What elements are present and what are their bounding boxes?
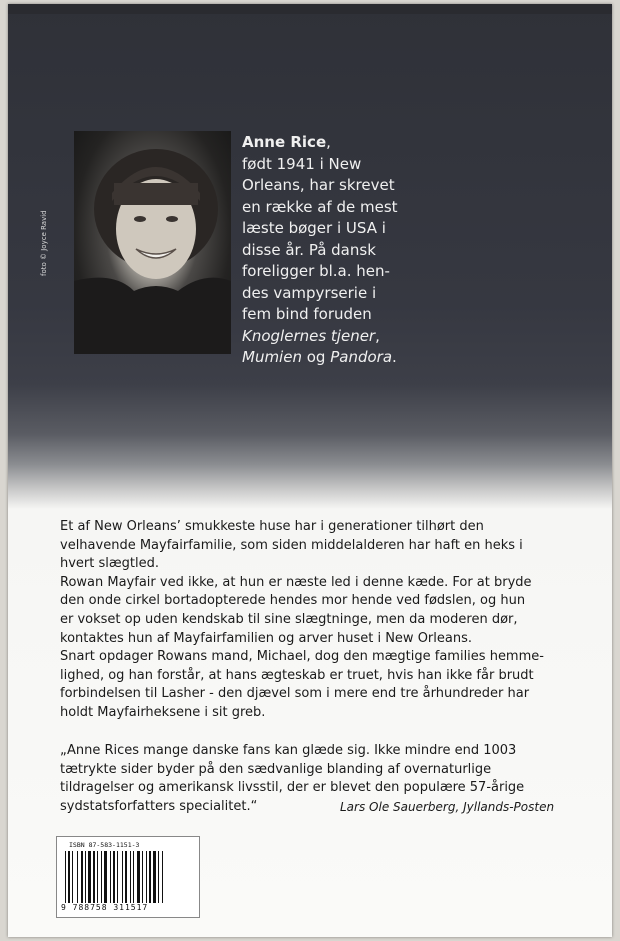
- synopsis-line: kontaktes hun af Mayfairfamilien og arver huset i New Orleans.: [60, 630, 472, 646]
- synopsis-line: forbindelsen til Lasher - den djævel som i mere end tre århundreder har: [60, 686, 530, 702]
- author-bio: Anne Rice, født 1941 i New Orleans, har skrevet en række af de mest læste bøger i USA i disse år. På dansk foreligger bl.a. hen- des vampyrserie i fem bind foruden Knoglernes tjener, Mumien og Pandora.: [242, 132, 422, 369]
- synopsis-line: hvert slægtled.: [60, 556, 159, 572]
- barcode-bar: [72, 851, 73, 903]
- synopsis-line: Snart opdager Rowans mand, Michael, dog den mægtige families hemme-: [60, 649, 544, 665]
- synopsis: [60, 518, 550, 723]
- cover-top-edge: [8, 4, 612, 14]
- barcode-bar: [162, 851, 163, 903]
- bio-line: fem bind foruden: [242, 305, 372, 323]
- quote-line: tætrykte sider byder på den sædvanlige blanding af overnaturlige: [60, 761, 492, 777]
- bio-line: Orleans, har skrevet: [242, 176, 395, 194]
- barcode-bar: [110, 851, 111, 903]
- synopsis-line: den onde cirkel bortadopterede hendes mor hende ved fødslen, og hun: [60, 593, 526, 609]
- review-quote: [60, 742, 555, 816]
- barcode-bar: [117, 851, 118, 903]
- barcode-bar: [137, 851, 140, 903]
- bio-line: født 1941 i New: [242, 154, 362, 173]
- synopsis-line: er vokset op uden kendskab til sine slægtninge, men da moderen dør,: [60, 611, 518, 627]
- bio-line: en række af de mest: [242, 197, 398, 216]
- synopsis-line: Et af New Orleans’ smukkeste huse har i generationer tilhørt den: [60, 519, 484, 534]
- barcode-bar: [122, 851, 123, 903]
- barcode-bar: [88, 851, 91, 903]
- barcode-bar: [77, 851, 78, 903]
- quote-source: Lars Ole Sauerberg, Jyllands-Posten: [340, 799, 555, 814]
- barcode-bar: [81, 851, 83, 903]
- barcode-bar: [113, 851, 115, 903]
- book-back-cover: [8, 4, 612, 937]
- synopsis-line: Rowan Mayfair ved ikke, at hun er næste led i denne kæde. For at bryde: [60, 574, 532, 590]
- barcode-bar: [149, 851, 151, 903]
- photo-credit: foto © Joyce Ravid: [40, 210, 48, 276]
- quote-line: sydstatsforfatters specialitet.“: [60, 798, 258, 814]
- barcode-bars: [61, 851, 195, 903]
- book-title: Pandora: [330, 348, 393, 366]
- book-title: Mumien: [242, 348, 302, 366]
- author-name: Anne Rice: [242, 133, 327, 151]
- barcode-bar: [146, 851, 147, 903]
- bio-line: foreligger bl.a. hen-: [242, 262, 390, 280]
- barcode-bar: [142, 851, 143, 903]
- synopsis-line: holdt Mayfairheksene i sit greb.: [60, 704, 266, 720]
- quote-line: „Anne Rices mange danske fans kan glæde sig. Ikke mindre end 1003: [60, 743, 517, 758]
- barcode-bar: [68, 851, 70, 903]
- barcode-bar: [158, 851, 159, 903]
- synopsis-line: lighed, og han forstår, at hans ægteskab er truet, hvis han ikke får brudt: [60, 667, 534, 683]
- barcode-digits: 9 788758 311517: [61, 903, 149, 912]
- barcode-bar: [65, 851, 66, 903]
- barcode-bar: [130, 851, 131, 903]
- book-title: Knoglernes tjener: [242, 326, 376, 345]
- bio-line: disse år. På dansk: [242, 240, 376, 259]
- barcode-bar: [93, 851, 95, 903]
- bio-line: des vampyrserie i: [242, 283, 377, 302]
- quote-line: tildragelser og amerikansk livsstil, der er blevet den populære 57-årige: [60, 780, 525, 796]
- barcode-bar: [104, 851, 107, 903]
- author-photo: [74, 131, 231, 354]
- barcode-bar: [133, 851, 134, 903]
- barcode-bar: [85, 851, 86, 903]
- barcode: [56, 836, 200, 918]
- barcode-bar: [97, 851, 98, 903]
- barcode-bar: [101, 851, 102, 903]
- barcode-bar: [153, 851, 156, 903]
- bio-line: læste bøger i USA i: [242, 219, 386, 237]
- isbn-label: ISBN 87-583-1151-3: [69, 841, 140, 849]
- barcode-bar: [125, 851, 127, 903]
- synopsis-line: velhavende Mayfairfamilie, som siden middelalderen har haft en heks i: [60, 537, 523, 553]
